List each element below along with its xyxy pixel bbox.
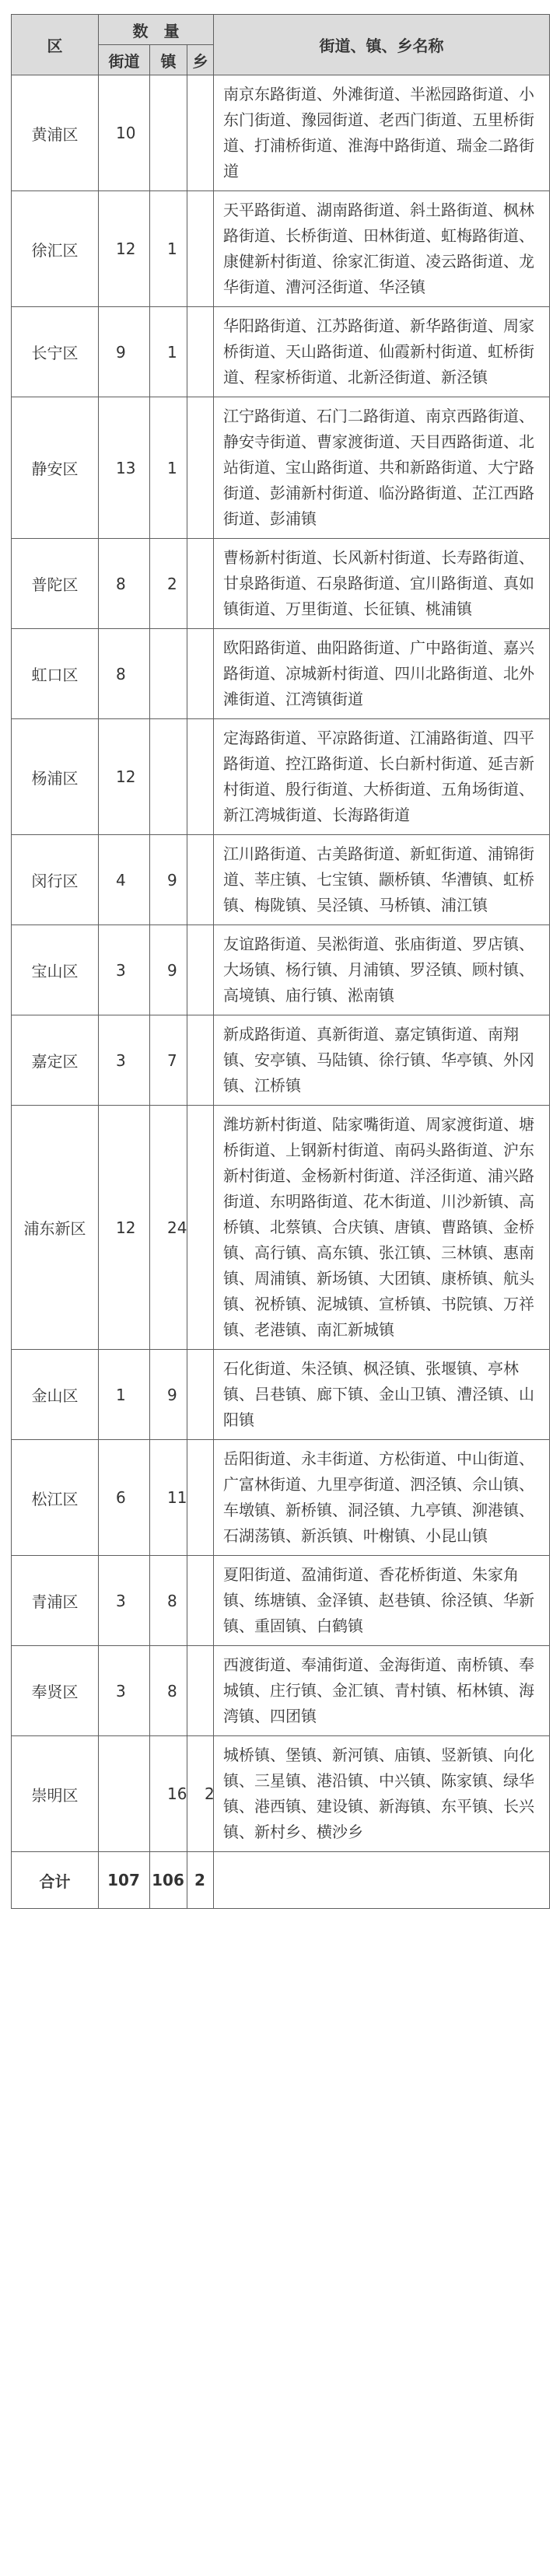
names-list: 石化街道、朱泾镇、枫泾镇、张堰镇、亭林镇、吕巷镇、廊下镇、金山卫镇、漕泾镇、山阳镇 [214, 1350, 550, 1440]
town-count: 16 [150, 1736, 187, 1852]
table-body [12, 75, 550, 1909]
names-list: 南京东路街道、外滩街道、半淞园路街道、小东门街道、豫园街道、老西门街道、五里桥街道、打浦桥街道、淮海中路街道、瑞金二路街道 [214, 75, 550, 191]
town-count: 2 [150, 539, 187, 629]
header-district: 区 [12, 15, 99, 75]
header-township: 乡 [187, 45, 214, 75]
district-table [11, 14, 550, 1909]
district-name: 嘉定区 [12, 1015, 99, 1106]
town-count: 8 [150, 1556, 187, 1646]
table-row [12, 925, 550, 1015]
township-count [187, 539, 214, 629]
table-row [12, 539, 550, 629]
town-count: 11 [150, 1440, 187, 1556]
township-count [187, 397, 214, 539]
subdistrict-count: 8 [99, 539, 150, 629]
district-name: 徐汇区 [12, 191, 99, 307]
district-name: 青浦区 [12, 1556, 99, 1646]
subdistrict-count: 10 [99, 75, 150, 191]
names-list: 西渡街道、奉浦街道、金海街道、南桥镇、奉城镇、庄行镇、金汇镇、青村镇、柘林镇、海湾镇、四团镇 [214, 1646, 550, 1736]
town-count: 1 [150, 191, 187, 307]
total-townships: 2 [187, 1852, 214, 1909]
total-label: 合计 [12, 1852, 99, 1909]
table-row [12, 1015, 550, 1106]
town-count [150, 75, 187, 191]
table-row [12, 1350, 550, 1440]
names-list: 友谊路街道、吴淞街道、张庙街道、罗店镇、大场镇、杨行镇、月浦镇、罗泾镇、顾村镇、高境镇、庙行镇、淞南镇 [214, 925, 550, 1015]
township-count [187, 191, 214, 307]
table-row [12, 1106, 550, 1350]
district-name: 长宁区 [12, 307, 99, 397]
township-count [187, 1015, 214, 1106]
township-count [187, 719, 214, 835]
subdistrict-count: 13 [99, 397, 150, 539]
town-count [150, 719, 187, 835]
subdistrict-count: 3 [99, 925, 150, 1015]
township-count: 2 [187, 1736, 214, 1852]
township-count [187, 1350, 214, 1440]
subdistrict-count: 3 [99, 1646, 150, 1736]
town-count: 1 [150, 307, 187, 397]
table-row [12, 397, 550, 539]
table-row [12, 835, 550, 925]
names-list: 天平路街道、湖南路街道、斜土路街道、枫林路街道、长桥街道、田林街道、虹梅路街道、康健新村街道、徐家汇街道、凌云路街道、龙华街道、漕河泾街道、华泾镇 [214, 191, 550, 307]
header-names: 街道、镇、乡名称 [214, 15, 550, 75]
subdistrict-count: 12 [99, 719, 150, 835]
header-town: 镇 [150, 45, 187, 75]
town-count: 7 [150, 1015, 187, 1106]
town-count [150, 629, 187, 719]
names-list: 江宁路街道、石门二路街道、南京西路街道、静安寺街道、曹家渡街道、天目西路街道、北站街道、宝山路街道、共和新路街道、大宁路街道、彭浦新村街道、临汾路街道、芷江西路街道、彭浦镇 [214, 397, 550, 539]
subdistrict-count: 9 [99, 307, 150, 397]
subdistrict-count: 3 [99, 1015, 150, 1106]
names-list: 曹杨新村街道、长风新村街道、长寿路街道、甘泉路街道、石泉路街道、宜川路街道、真如镇街道、万里街道、长征镇、桃浦镇 [214, 539, 550, 629]
district-name: 杨浦区 [12, 719, 99, 835]
town-count: 9 [150, 835, 187, 925]
district-name: 闵行区 [12, 835, 99, 925]
subdistrict-count: 6 [99, 1440, 150, 1556]
table-row [12, 191, 550, 307]
district-name: 松江区 [12, 1440, 99, 1556]
district-name: 金山区 [12, 1350, 99, 1440]
district-name: 黄浦区 [12, 75, 99, 191]
subdistrict-count: 12 [99, 191, 150, 307]
total-row [12, 1852, 550, 1909]
township-count [187, 1646, 214, 1736]
header-subdistrict: 街道 [99, 45, 150, 75]
district-name: 宝山区 [12, 925, 99, 1015]
subdistrict-count: 3 [99, 1556, 150, 1646]
town-count: 24 [150, 1106, 187, 1350]
names-list: 华阳路街道、江苏路街道、新华路街道、周家桥街道、天山路街道、仙霞新村街道、虹桥街道、程家桥街道、北新泾街道、新泾镇 [214, 307, 550, 397]
table-row [12, 75, 550, 191]
subdistrict-count: 1 [99, 1350, 150, 1440]
names-list: 新成路街道、真新街道、嘉定镇街道、南翔镇、安亭镇、马陆镇、徐行镇、华亭镇、外冈镇、江桥镇 [214, 1015, 550, 1106]
district-name: 普陀区 [12, 539, 99, 629]
names-list: 欧阳路街道、曲阳路街道、广中路街道、嘉兴路街道、凉城新村街道、四川北路街道、北外滩街道、江湾镇街道 [214, 629, 550, 719]
table-row [12, 1646, 550, 1736]
subdistrict-count: 4 [99, 835, 150, 925]
names-list: 江川路街道、古美路街道、新虹街道、浦锦街道、莘庄镇、七宝镇、颛桥镇、华漕镇、虹桥镇、梅陇镇、吴泾镇、马桥镇、浦江镇 [214, 835, 550, 925]
town-count: 1 [150, 397, 187, 539]
names-list: 岳阳街道、永丰街道、方松街道、中山街道、广富林街道、九里亭街道、泗泾镇、佘山镇、车墩镇、新桥镇、洞泾镇、九亭镇、泖港镇、石湖荡镇、新浜镇、叶榭镇、小昆山镇 [214, 1440, 550, 1556]
township-count [187, 925, 214, 1015]
township-count [187, 75, 214, 191]
township-count [187, 1556, 214, 1646]
table-wrapper [11, 14, 549, 1909]
subdistrict-count: 8 [99, 629, 150, 719]
district-name: 浦东新区 [12, 1106, 99, 1350]
township-count [187, 1106, 214, 1350]
district-name: 崇明区 [12, 1736, 99, 1852]
total-subdistricts: 107 [99, 1852, 150, 1909]
total-towns: 106 [150, 1852, 187, 1909]
header-count: 数 量 [99, 15, 214, 45]
table-row [12, 629, 550, 719]
names-list: 城桥镇、堡镇、新河镇、庙镇、竖新镇、向化镇、三星镇、港沿镇、中兴镇、陈家镇、绿华镇、港西镇、建设镇、新海镇、东平镇、长兴镇、新村乡、横沙乡 [214, 1736, 550, 1852]
township-count [187, 835, 214, 925]
subdistrict-count: 12 [99, 1106, 150, 1350]
table-row [12, 719, 550, 835]
district-name: 虹口区 [12, 629, 99, 719]
township-count [187, 307, 214, 397]
township-count [187, 1440, 214, 1556]
names-list: 潍坊新村街道、陆家嘴街道、周家渡街道、塘桥街道、上钢新村街道、南码头路街道、沪东新村街道、金杨新村街道、洋泾街道、浦兴路街道、东明路街道、花木街道、川沙新镇、高桥镇、北蔡镇、合庆镇、唐镇、曹路镇、金桥镇、高行镇、高东镇、张江镇、三林镇、惠南镇、周浦镇、新场镇、大团镇、康桥镇、航头镇、祝桥镇、泥城镇、宣桥镇、书院镇、万祥镇、老港镇、南汇新城镇 [214, 1106, 550, 1350]
names-list: 定海路街道、平凉路街道、江浦路街道、四平路街道、控江路街道、长白新村街道、延吉新村街道、殷行街道、大桥街道、五角场街道、新江湾城街道、长海路街道 [214, 719, 550, 835]
table-header [12, 15, 550, 75]
township-count [187, 629, 214, 719]
town-count: 9 [150, 1350, 187, 1440]
table-row [12, 307, 550, 397]
total-names-empty [214, 1852, 550, 1909]
table-row [12, 1736, 550, 1852]
table-row [12, 1556, 550, 1646]
table-row [12, 1440, 550, 1556]
subdistrict-count [99, 1736, 150, 1852]
names-list: 夏阳街道、盈浦街道、香花桥街道、朱家角镇、练塘镇、金泽镇、赵巷镇、徐泾镇、华新镇、重固镇、白鹤镇 [214, 1556, 550, 1646]
district-name: 静安区 [12, 397, 99, 539]
town-count: 8 [150, 1646, 187, 1736]
town-count: 9 [150, 925, 187, 1015]
district-name: 奉贤区 [12, 1646, 99, 1736]
